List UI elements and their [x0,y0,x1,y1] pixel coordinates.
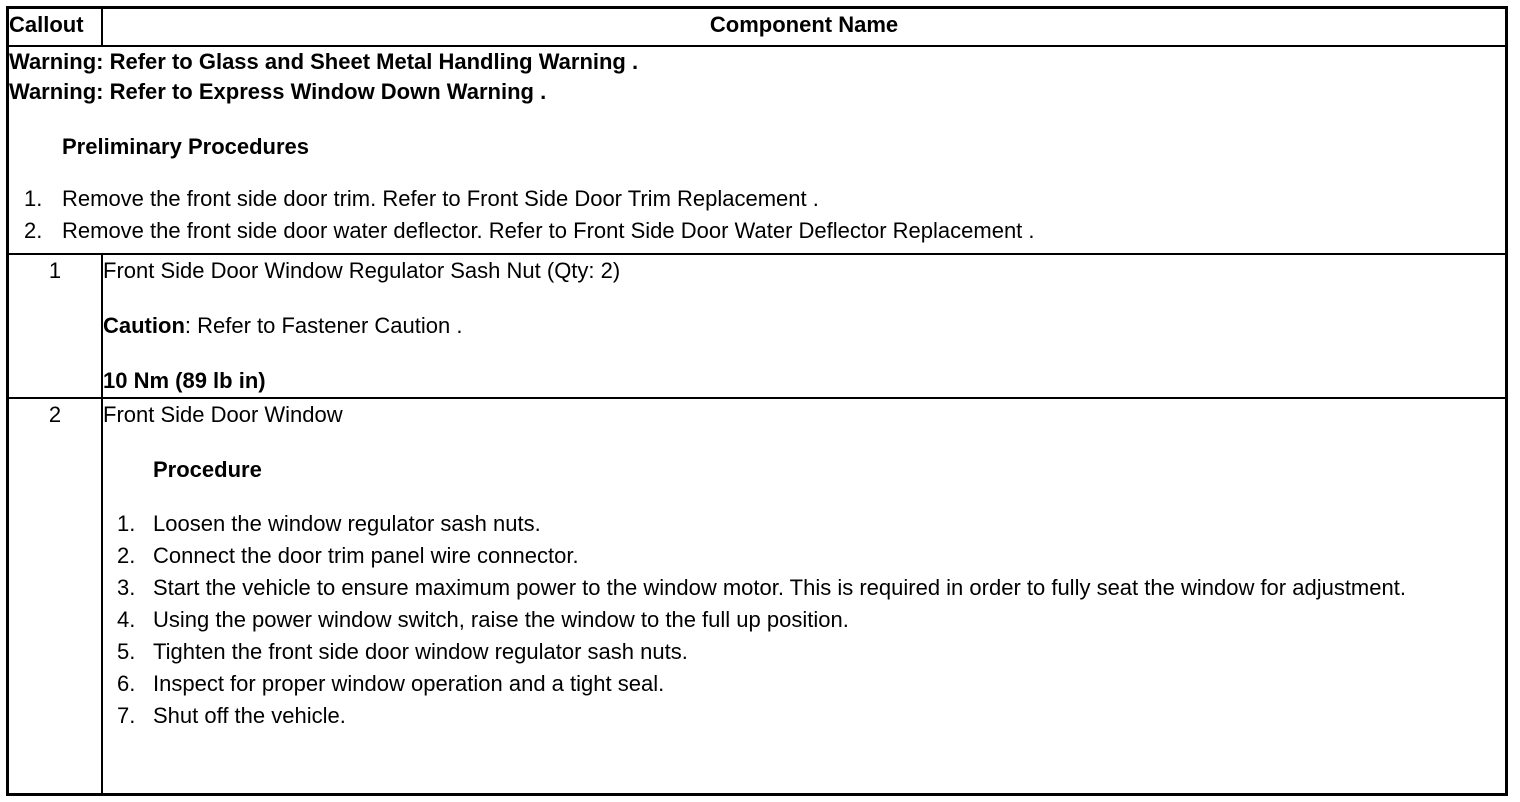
step-number: 6. [117,671,136,696]
step-text: Remove the front side door trim. Refer to Front Side Door Trim Replacement . [62,186,819,211]
step-number: 7. [117,703,136,728]
list-item [103,540,1505,572]
list-item [9,215,1505,247]
step-number: 2. [117,543,136,568]
caution-line [103,310,1505,342]
component-cell [102,398,1505,793]
intro-cell [9,46,1505,254]
component-name: Front Side Door Window Regulator Sash Nut (Qty: 2) [103,258,621,283]
list-item [9,183,1505,215]
step-number: 2. [24,218,43,243]
step-text: Start the vehicle to ensure maximum power to the window motor. This is required in order to fully seat the window for adjustment. [153,575,1406,600]
preliminary-procedures-heading: Preliminary Procedures [62,134,310,159]
procedure-steps-list [103,508,1505,732]
intro-row [9,46,1505,254]
header-callout: Callout [9,9,102,46]
component-cell [102,254,1505,398]
callout-number: 1 [9,254,102,398]
table-row [9,254,1505,398]
component-table [9,9,1505,793]
caution-text: : Refer to Fastener Caution . [184,313,463,338]
list-item [103,668,1505,700]
preliminary-steps-list [9,183,1505,247]
component-table-frame [6,6,1508,796]
step-text: Tighten the front side door window regulator sash nuts. [153,639,688,664]
torque-spec: 10 Nm (89 lb in) [103,368,266,393]
list-item [103,604,1505,636]
list-item [103,636,1505,668]
step-text: Shut off the vehicle. [153,703,346,728]
step-number: 1. [24,186,43,211]
component-name: Front Side Door Window [103,402,343,427]
procedure-heading: Procedure [153,457,262,482]
table-row [9,398,1505,793]
step-text: Inspect for proper window operation and a tight seal. [153,671,665,696]
step-number: 5. [117,639,136,664]
list-item [103,700,1505,732]
header-row [9,9,1505,46]
step-text: Connect the door trim panel wire connector. [153,543,579,568]
step-text: Loosen the window regulator sash nuts. [153,511,541,536]
step-number: 4. [117,607,136,632]
caution-label: Caution [103,313,185,338]
step-text: Remove the front side door water deflector. Refer to Front Side Door Water Deflector Replacement . [62,218,1035,243]
warning-glass-handling: Warning: Refer to Glass and Sheet Metal Handling Warning . [9,49,639,74]
list-item [103,508,1505,540]
list-item [103,572,1505,604]
step-text: Using the power window switch, raise the window to the full up position. [153,607,849,632]
step-number: 3. [117,575,136,600]
step-number: 1. [117,511,136,536]
callout-number: 2 [9,398,102,793]
warning-express-window: Warning: Refer to Express Window Down Warning . [9,79,547,104]
header-component-name: Component Name [102,9,1505,46]
